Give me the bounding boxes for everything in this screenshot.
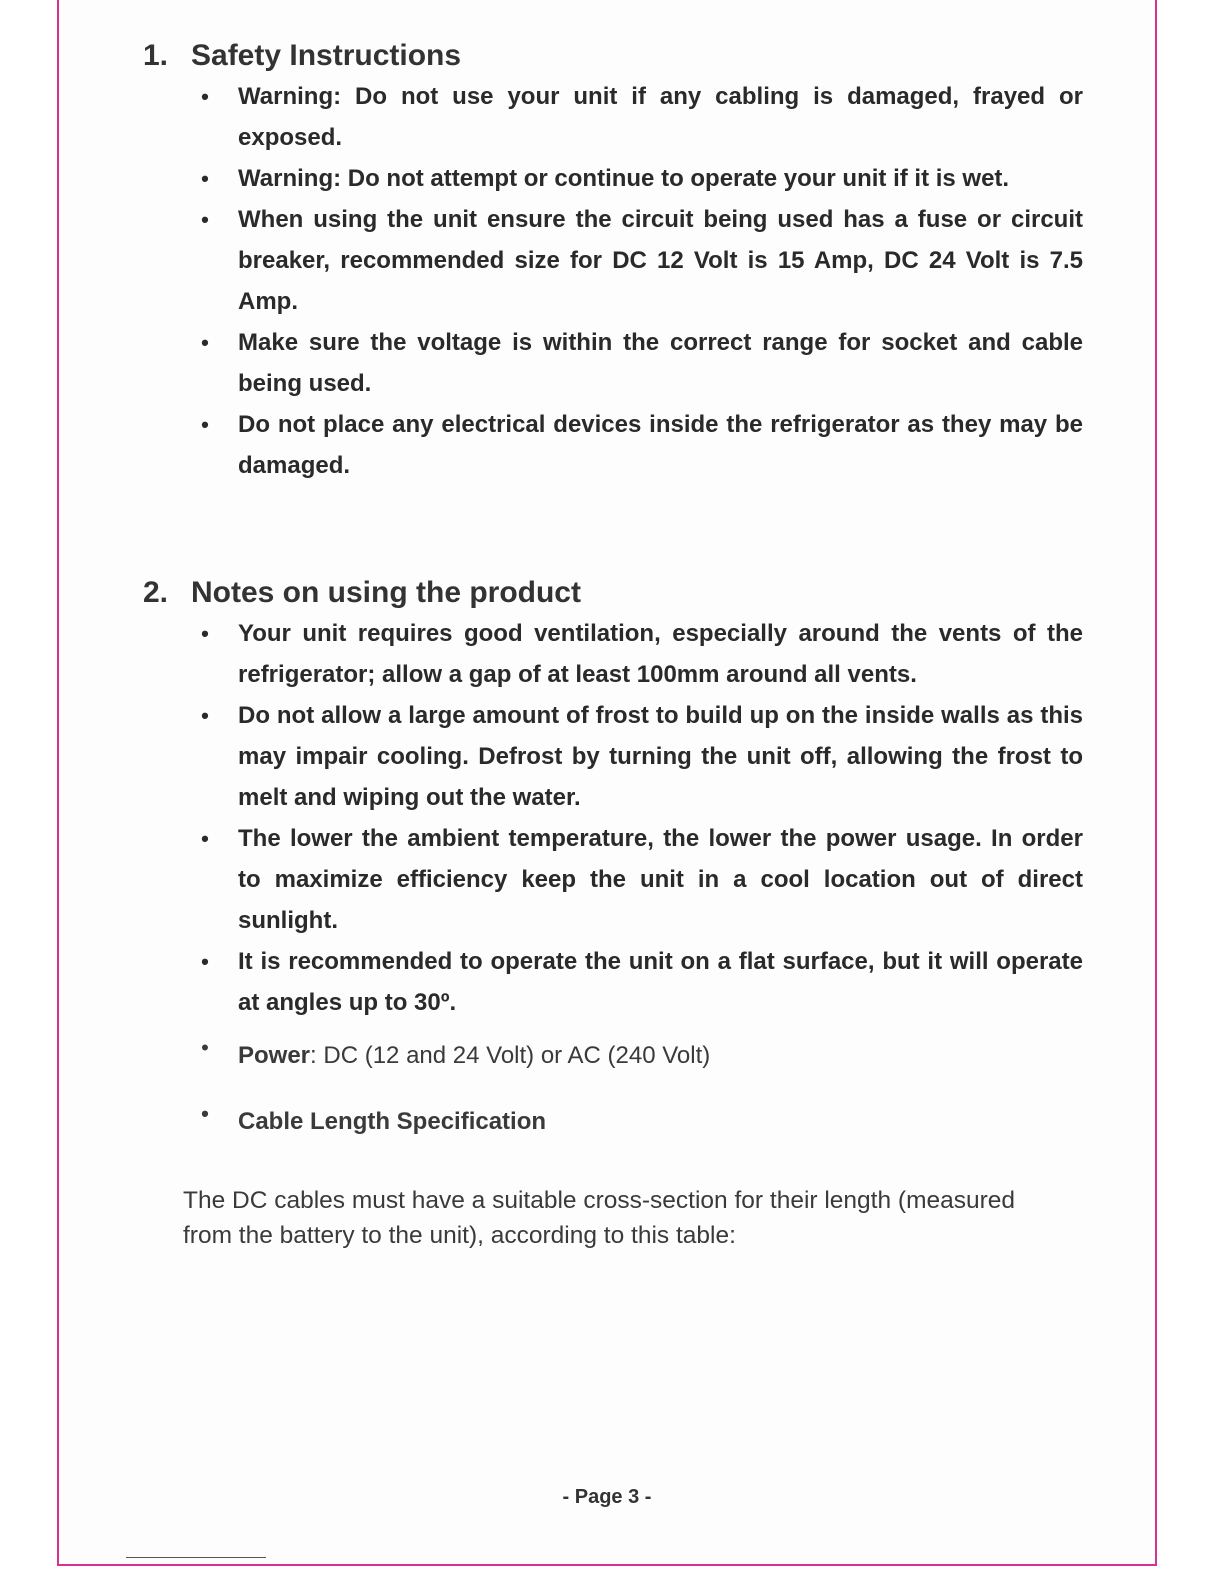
cable-spec-heading: Cable Length Specification xyxy=(238,1108,547,1135)
section-safety-instructions xyxy=(143,38,1083,486)
section-title: Safety Instructions xyxy=(191,39,462,72)
bullet-icon: • xyxy=(201,621,209,646)
list-item xyxy=(143,322,1083,404)
footnote-divider xyxy=(126,1557,266,1558)
power-separator: : xyxy=(310,1042,317,1069)
list-item xyxy=(143,76,1083,158)
power-value: DC (12 and 24 Volt) or AC (240 Volt) xyxy=(323,1042,711,1069)
bullet-list xyxy=(143,76,1083,486)
list-item xyxy=(143,941,1083,1023)
page-number: - Page 3 - xyxy=(562,1486,652,1508)
list-item xyxy=(143,818,1083,941)
list-item xyxy=(143,695,1083,818)
cable-paragraph: The DC cables must have a suitable cross-section for their length (measured from the battery to the unit), according to this table: xyxy=(183,1187,1016,1249)
list-item-text: The lower the ambient temperature, the lower the power usage. In order to maximize efficiency keep the unit in a cool location out of direct sunlight. xyxy=(238,825,1083,934)
list-item-text: Warning: Do not attempt or continue to operate your unit if it is wet. xyxy=(238,165,1010,192)
list-item xyxy=(143,613,1083,695)
bullet-icon: • xyxy=(201,1035,209,1060)
bullet-icon: • xyxy=(201,207,209,232)
bullet-icon: • xyxy=(201,1101,209,1126)
bullet-icon: • xyxy=(201,703,209,728)
list-item-text: Do not allow a large amount of frost to build up on the inside walls as this may impair cooling. Defrost by turning the unit off, allowing the frost to melt and wiping out the water. xyxy=(238,702,1083,811)
list-item xyxy=(143,199,1083,322)
list-item-text: Make sure the voltage is within the correct range for socket and cable being used. xyxy=(238,329,1083,397)
section-notes-on-using xyxy=(143,575,1083,1142)
bullet-icon: • xyxy=(201,84,209,109)
power-label: Power xyxy=(238,1042,311,1069)
list-item xyxy=(143,158,1083,199)
bullet-icon: • xyxy=(201,949,209,974)
section-title: Notes on using the product xyxy=(191,576,581,609)
bullet-icon: • xyxy=(201,412,209,437)
bullet-icon: • xyxy=(201,826,209,851)
section-heading xyxy=(143,575,1083,611)
bullet-list xyxy=(143,613,1083,1142)
list-item-text: Do not place any electrical devices inside the refrigerator as they may be damaged. xyxy=(238,411,1083,479)
cable-spec-item xyxy=(143,1101,1083,1142)
list-item-text: Your unit requires good ventilation, especially around the vents of the refrigerator; allow a gap of at least 100mm around all vents. xyxy=(238,620,1083,688)
list-item-text: Warning: Do not use your unit if any cabling is damaged, frayed or exposed. xyxy=(238,83,1083,151)
bullet-icon: • xyxy=(201,330,209,355)
power-spec-item xyxy=(143,1035,1083,1076)
bullet-icon: • xyxy=(201,166,209,191)
section-number: 2. xyxy=(143,576,169,609)
list-item-text: It is recommended to operate the unit on a flat surface, but it will operate at angles up to 30º. xyxy=(238,948,1083,1016)
list-item xyxy=(143,404,1083,486)
section-number: 1. xyxy=(143,39,169,72)
list-item-text: When using the unit ensure the circuit being used has a fuse or circuit breaker, recommended size for DC 12 Volt is 15 Amp, DC 24 Volt is 7.5 Amp. xyxy=(238,206,1083,315)
section-heading xyxy=(143,38,1083,74)
